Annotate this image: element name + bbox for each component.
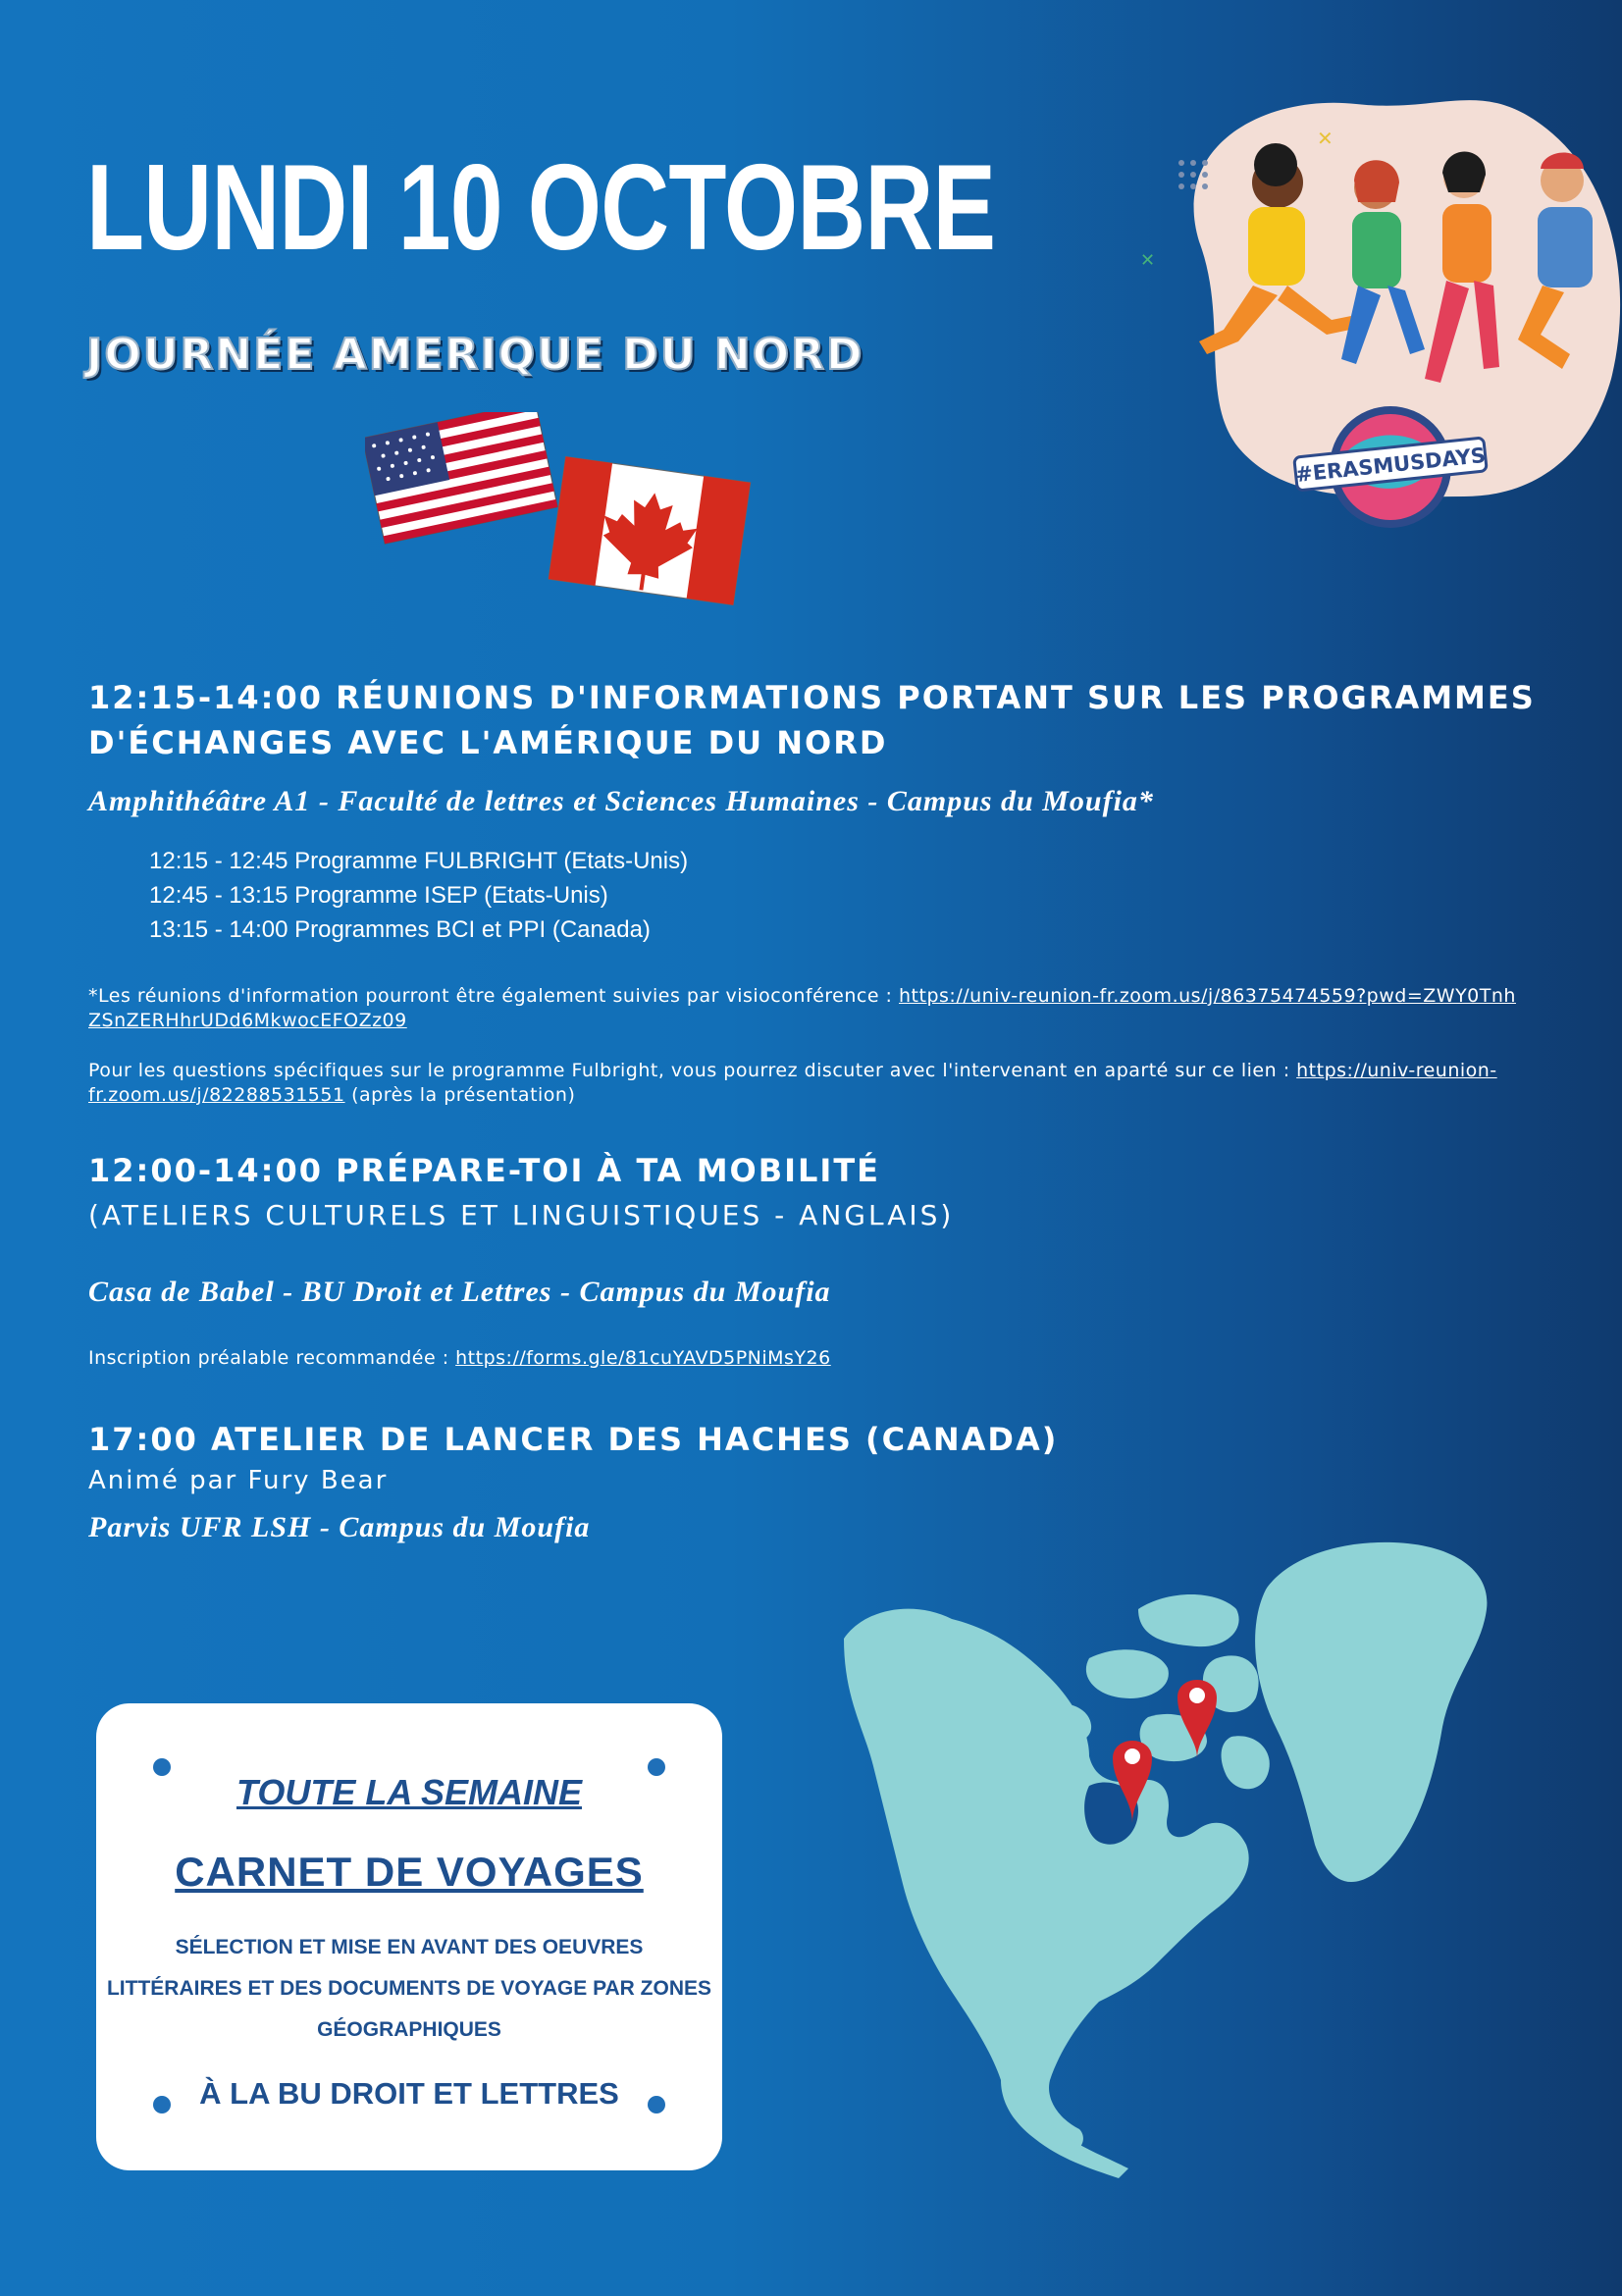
card-description-line: SÉLECTION ET MISE EN AVANT DES OEUVRES (175, 1936, 644, 1958)
section1-heading-line2: D'ÉCHANGES AVEC L'AMÉRIQUE DU NORD (88, 724, 888, 761)
program-item: 12:15 - 12:45 Programme FULBRIGHT (Etats-Unis) (149, 848, 689, 874)
section1-heading-line1: 12:15-14:00 RÉUNIONS D'INFORMATIONS PORTANT SUR LES PROGRAMMES (88, 679, 1536, 716)
svg-text:✕: ✕ (1317, 127, 1334, 150)
program-item: 12:45 - 13:15 Programme ISEP (Etats-Unis) (149, 882, 608, 909)
fulbright-note (88, 1059, 1521, 1108)
section2-heading: 12:00-14:00 PRÉPARE-TOI À TA MOBILITÉ (88, 1152, 881, 1189)
visio-note-text: *Les réunions d'information pourront être également suivies par visioconférence : (88, 985, 900, 1007)
card-kicker: TOUTE LA SEMAINE (235, 1772, 583, 1812)
program-list (149, 844, 688, 947)
section2-venue: Casa de Babel - BU Droit et Lettres - Campus du Moufia (88, 1276, 831, 1308)
page-title: LUNDI 10 OCTOBRE (86, 140, 996, 276)
section2-subheading: (ATELIERS CULTURELS ET LINGUISTIQUES - ANGLAIS) (88, 1199, 955, 1231)
flags-illustration (365, 412, 758, 628)
fulbright-note-after: (après la présentation) (344, 1084, 576, 1106)
visio-note (88, 984, 1521, 1033)
fulbright-note-text: Pour les questions spécifiques sur le programme Fulbright, vous pourrez discuter avec l'intervenant en aparté sur ce lien : (88, 1060, 1297, 1081)
program-item: 13:15 - 14:00 Programmes BCI et PPI (Canada) (149, 916, 651, 943)
section3-subheading: Animé par Fury Bear (88, 1466, 389, 1495)
card-location: À LA BU DROIT ET LETTRES (199, 2076, 619, 2111)
signup-note (88, 1346, 1521, 1371)
card-description-line: GÉOGRAPHIQUES (317, 2018, 501, 2041)
carnet-de-voyages-card (96, 1703, 722, 2170)
card-description (96, 1927, 722, 2051)
signup-note-text: Inscription préalable recommandée : (88, 1347, 456, 1369)
card-title: CARNET DE VOYAGES (175, 1849, 644, 1895)
svg-text:✕: ✕ (1140, 250, 1156, 271)
section3-heading: 17:00 ATELIER DE LANCER DES HACHES (CANADA) (88, 1421, 1059, 1458)
signup-form-link[interactable]: https://forms.gle/81cuYAVD5PNiMsY26 (455, 1347, 831, 1369)
fulbright-zoom-link[interactable]: https://univ-reunion-fr.zoom.us/j/82288531551 (88, 1060, 1497, 1106)
section3-venue: Parvis UFR LSH - Campus du Moufia (88, 1511, 591, 1543)
us-flag-icon (365, 412, 557, 544)
card-description-line: LITTÉRAIRES ET DES DOCUMENTS DE VOYAGE PAR ZONES (106, 1977, 712, 2000)
north-america-map (844, 1531, 1511, 2178)
page-subtitle: JOURNÉE AMERIQUE DU NORD (86, 330, 864, 380)
section1-heading (88, 675, 1536, 765)
section1-venue: Amphithéâtre A1 - Faculté de lettres et Sciences Humaines - Campus du Moufia* (88, 785, 1154, 817)
erasmusdays-illustration (1130, 84, 1621, 546)
canada-flag-icon (549, 456, 751, 604)
erasmusdays-badge: #ERASMUSDAYS (1294, 443, 1488, 488)
visio-zoom-link[interactable]: https://univ-reunion-fr.zoom.us/j/86375474559?pwd=ZWY0TnhZSnZERHhrUDd6MkwocEFOZz09 (88, 985, 1516, 1031)
